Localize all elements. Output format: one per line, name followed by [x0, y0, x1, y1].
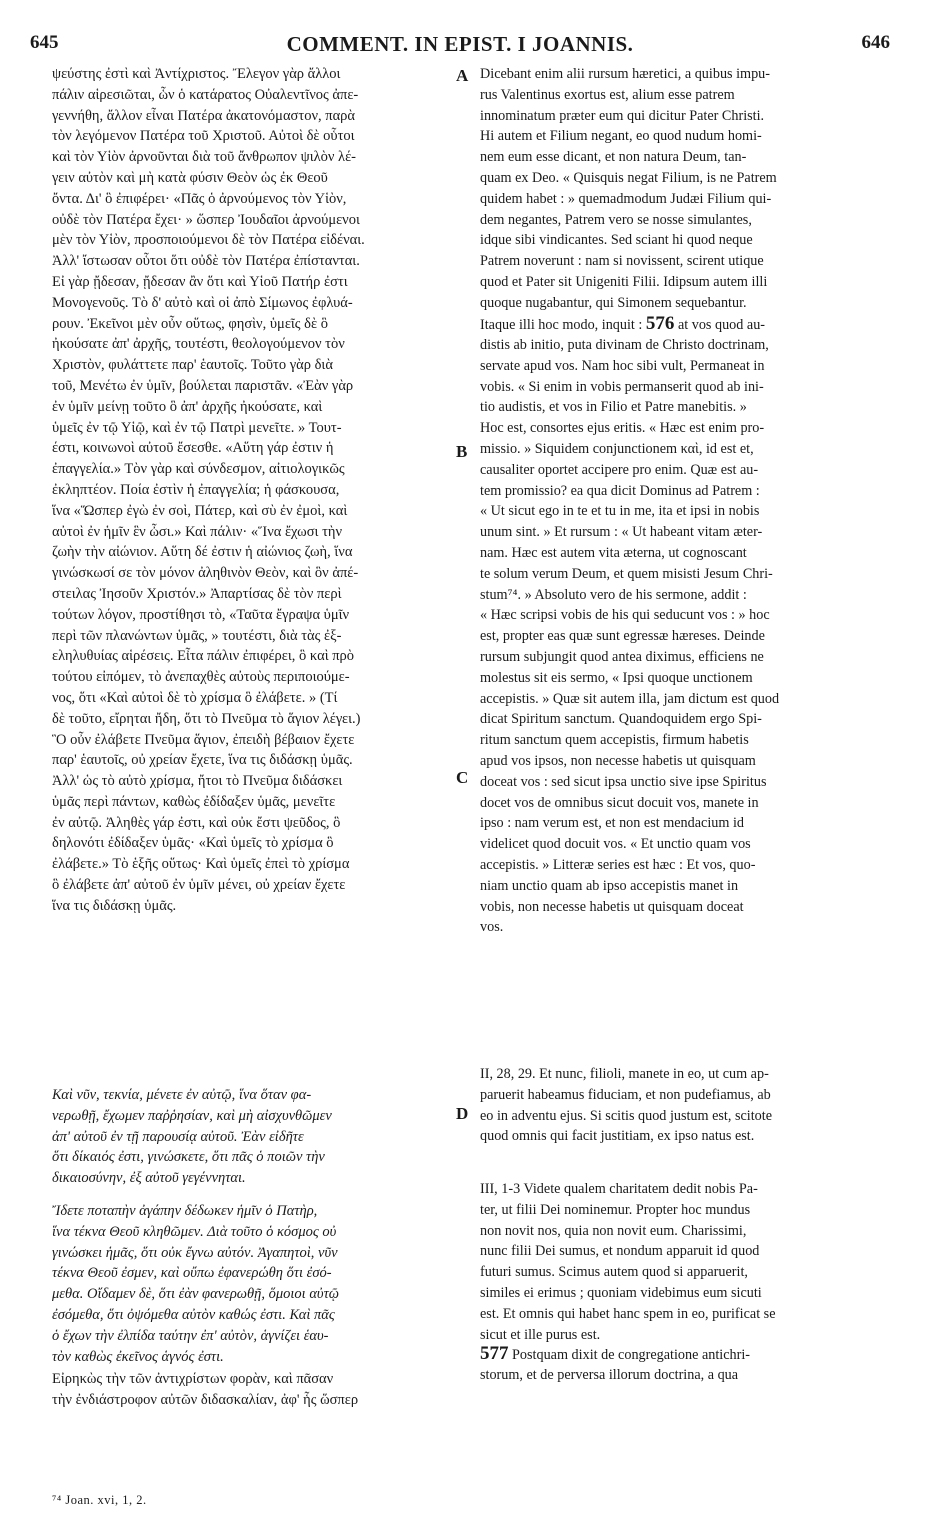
greek-text-line: καὶ τὸν Υἱὸν ἀρνοῦνται διὰ τοῦ ἄνθρωπον ψιλὸν λέ-: [52, 149, 357, 166]
latin-text-line: nam. Hæc est autem vita æterna, ut cognoscant: [480, 544, 747, 561]
greek-scripture-block-2: [52, 1201, 339, 1367]
latin-line-576: [480, 314, 765, 335]
latin-text-line: vobis. « Si enim in vobis permanserit quod ab ini-: [480, 378, 764, 395]
left-page-number: 645: [30, 32, 59, 53]
greek-text-line: στειλας Ἰησοῦν Χριστόν.» Ἀπαρτίσας δὲ τὸν περὶ: [52, 585, 342, 602]
latin-text-line: nunc filii Dei sumus, et nondum apparuit id quod: [480, 1243, 760, 1260]
greek-text-line: περὶ τῶν πλανώντων ὑμᾶς, » τουτέστι, διὰ τὰς ἐξ-: [52, 627, 342, 644]
latin-text-line: te solum verum Deum, et quem misisti Jesum Chri-: [480, 565, 773, 582]
greek-text-line: Καὶ νῦν, τεκνία, μένετε ἐν αὐτῷ, ἵνα ὅταν φα-: [52, 1087, 312, 1103]
latin-text-line: III, 1-3 Videte qualem charitatem dedit nobis Pa-: [480, 1181, 758, 1197]
latin-text-line: quod et Pater sit Unigeniti Filii. Idipsum autem illi: [480, 273, 768, 290]
latin-text-line: similes ei erimus ; quoniam videbimus eum sicuti: [480, 1284, 762, 1301]
greek-text-line: ἐν ὑμῖν μείνῃ τοῦτο ὃ ἀπ' ἀρχῆς ἠκούσατε, καὶ: [52, 398, 323, 415]
latin-commentary-block: [480, 64, 777, 314]
latin-column: [480, 64, 892, 1484]
running-title: COMMENT. IN EPIST. I JOANNIS.: [286, 32, 634, 56]
latin-text-line: non novit nos, quia non novit eum. Charissimi,: [480, 1222, 747, 1239]
column-number-576: 576: [645, 314, 675, 334]
greek-text-line: ἐσόμεθα, ὅτι ὀψόμεθα αὐτὸν καθώς ἐστι. Καὶ πᾶς: [52, 1306, 335, 1323]
latin-text-line: doceat vos : sed sicut ipsa unctio sive ipse Spiritus: [480, 773, 767, 790]
latin-text-line: dem negantes, Patrem vero se nosse simulantes,: [480, 211, 752, 228]
greek-text-line: Μονογενοῦς. Τὸ δ' αὐτὸ καὶ οἱ ἀπὸ Σίμωνος ἐφλυά-: [52, 294, 353, 311]
greek-text-line: παρ' ἑαυτοῖς, οὐ χρείαν ἔχετε, ἵνα τις διδάσκῃ ὑμᾶς.: [52, 752, 353, 769]
greek-text-line: τὸν καθὼς ἐκεῖνος ἁγνός ἐστι.: [52, 1348, 224, 1365]
greek-text-line: τούτου εἰπόμεν, τὸ ἀνεπαχθὲς αὐτοὺς περιποιούμε-: [52, 669, 350, 686]
latin-text-line: storum, et de perversa illorum doctrina, a qua: [480, 1367, 739, 1383]
latin-text-line: quam ex Deo. « Quisquis negat Filium, is ne Patrem: [480, 169, 777, 186]
margin-letter-a: A: [456, 66, 469, 85]
greek-text-line: ἐν αὐτῷ. Ἀληθὲς γάρ ἐστι, καὶ οὐκ ἔστι ψεῦδος, ὃ: [52, 814, 341, 831]
greek-text-line: τὸν λεγόμενον Πατέρα τοῦ Χριστοῦ. Αὐτοὶ δὲ οὗτοι: [52, 128, 355, 145]
greek-text-line: ἵνα τις διδάσκῃ ὑμᾶς.: [52, 897, 177, 914]
latin-text-line: innominatum præter eum qui dicitur Pater Christi.: [480, 107, 765, 124]
latin-text-line: vos.: [480, 919, 504, 936]
greek-text-line: ὅτι δίκαιός ἐστι, γινώσκετε, ὅτι πᾶς ὁ ποιῶν τὴν: [52, 1149, 325, 1166]
latin-text-line: servate apud vos. Nam hoc sibi vult, Permaneat in: [480, 357, 765, 374]
latin-text-line: vobis, non necesse habetis ut quisquam doceat: [480, 898, 744, 915]
greek-text-line: ὑμεῖς ἐν τῷ Υἱῷ, καὶ ἐν τῷ Πατρὶ μενεῖτε. » Τουτ-: [52, 419, 342, 436]
latin-text-line: « Ut sicut ego in te et tu in me, ita et ipsi in nobis: [480, 503, 760, 520]
latin-text-line: apud vos ipsos, non necesse habetis ut quisquam: [480, 752, 756, 769]
greek-text-line: ἐλάβετε.» Τὸ ἑξῆς οὕτως· Καὶ ὑμεῖς ἐπεὶ τὸ χρίσμα: [52, 856, 350, 873]
greek-text-line: αὐτοὶ ἐν ἡμῖν ἓν ὦσι.» Καὶ πάλιν· «Ἵνα ἔχωσι τὴν: [52, 523, 343, 540]
latin-text-line: videlicet quod docuit vos. « Et unctio quam vos: [480, 836, 751, 853]
latin-text-line: « Hæc scripsi vobis de his qui seducunt vos : » hoc: [480, 607, 770, 624]
latin-text-line: tem promissio? ea qua dicit Dominus ad Patrem :: [480, 482, 760, 499]
latin-text-line: ipso : nam verum est, et non est mendacium id: [480, 815, 744, 832]
latin-commentary-block-2: [480, 1365, 738, 1386]
greek-scripture-block-1: [52, 1085, 332, 1189]
greek-text-line: ψεύστης ἐστὶ καὶ Ἀντίχριστος. Ἔλεγον γὰρ ἄλλοι: [52, 66, 341, 82]
latin-text-line: Patrem noverunt : nam si novissent, scirent utique: [480, 253, 764, 270]
latin-text-line: rus Valentinus exortus est, alium esse patrem: [480, 86, 735, 103]
greek-text-line: ἵνα τέκνα Θεοῦ κληθῶμεν. Διὰ τοῦτο ὁ κόσμος οὐ: [52, 1223, 337, 1240]
latin-text-line: tio audistis, et vos in Filio et Patre manebitis. »: [480, 399, 747, 416]
latin-text-line: docet vos de omnibus sicut docuit vos, manete in: [480, 794, 759, 811]
latin-text-line: Dicebant enim alii rursum hæretici, a quibus impu-: [480, 66, 770, 82]
greek-text-line: έστι, κοινωνοὶ αὐτοῦ ἔσεσθε. «Αὕτη γάρ ἐστιν ἡ: [52, 440, 334, 457]
greek-text-line: ὁ ἔχων τὴν ἐλπίδα ταύτην ἐπ' αὐτὸν, ἁγνίζει ἑαυ-: [52, 1327, 329, 1344]
greek-text-line: Ἀλλ' ὡς τὸ αὐτὸ χρίσμα, ἤτοι τὸ Πνεῦμα διδάσκει: [52, 773, 343, 790]
latin-text-line: idque sibi vindicantes. Sed sciant hi quod neque: [480, 232, 753, 249]
latin-text-line: quidem habet : » quemadmodum Judæi Filium qui-: [480, 190, 772, 207]
greek-text-line: δικαιοσύνην, ἐξ αὐτοῦ γεγέννηται.: [52, 1170, 246, 1187]
latin-text-line: Hoc est, consortes ejus eritis. « Hæc est enim pro-: [480, 420, 765, 437]
latin-text-line: eo in adventu ejus. Si scitis quod justum est, scitote: [480, 1107, 773, 1124]
greek-text-line: δὲ τοῦτο, εἴρηται ἤδη, ὅτι τὸ Πνεῦμα τὸ ἅγιον λέγει.): [52, 710, 361, 727]
latin-commentary-block-cont: [480, 335, 779, 938]
latin-text-line: causaliter oportet accipere pro enim. Quæ est au-: [480, 461, 759, 478]
greek-text-line: Ἴδετε ποταπὴν ἀγάπην δέδωκεν ἡμῖν ὁ Πατὴρ,: [52, 1203, 318, 1219]
latin-text-line: Hi autem et Filium negant, eo quod nudum homi-: [480, 128, 762, 145]
greek-text-line: οὐδὲ τὸν Πατέρα ἔχει· » ὥσπερ Ἰουδαῖοι ἀρνούμενοι: [52, 211, 360, 228]
latin-text-line: paruerit habeamus fiduciam, et non pudefiamus, ab: [480, 1086, 771, 1103]
greek-text-line: ρουν. Ἐκεῖνοι μὲν οὖν οὕτως, φησὶν, ὑμεῖς δὲ ὃ: [52, 315, 328, 332]
greek-commentary-block: [52, 64, 365, 917]
latin-text-line: dicat Spiritum sanctum. Quandoquidem ergo Spi-: [480, 711, 762, 728]
latin-text-line: sicut et ille purus est.: [480, 1326, 601, 1343]
greek-text-line: ἀπ' αὐτοῦ ἐν τῇ παρουσίᾳ αὐτοῦ. Ἐὰν εἰδῆτε: [52, 1128, 304, 1145]
latin-text-line: ter, ut filii Dei nominemur. Propter hoc mundus: [480, 1201, 751, 1218]
footnote: ⁷⁴ Joan. xvi, 1, 2.: [52, 1493, 147, 1507]
latin-text-line: est. Et omnis qui habet hanc spem in eo, purificat se: [480, 1305, 776, 1322]
margin-letter-c: C: [456, 768, 469, 787]
latin-text-line: est, propter eas quæ sunt egressæ hæreses. Deinde: [480, 628, 765, 645]
latin-text: at vos quod au-: [674, 317, 766, 333]
greek-commentary-block-2: [52, 1369, 358, 1411]
greek-text-line: ὃ ἐλάβετε ἀπ' αὐτοῦ ἐν ὑμῖν μένει, οὐ χρείαν ἔχετε: [52, 877, 346, 894]
latin-text-line: accepistis. » Quæ sit autem illa, jam dictum est quod: [480, 690, 780, 707]
margin-letter-d: D: [456, 1104, 469, 1123]
greek-text-line: ἠκούσατε ἀπ' ἀρχῆς, τουτέστι, θεολογούμενον τὸν: [52, 336, 345, 353]
greek-text-line: μεθα. Οἴδαμεν δὲ, ὅτι ἐὰν φανερωθῇ, ὅμοιοι αὐτῷ: [52, 1286, 340, 1303]
greek-text-line: γειν αὐτὸν καὶ μὴ κατὰ φύσιν Θεὸν ὡς ἐκ Θεοῦ: [52, 169, 328, 186]
latin-text-line: niam unctio quam ab ipso accepistis manet in: [480, 877, 739, 894]
greek-text-line: τοῦ, Μενέτω ἐν ὑμῖν, βούλεται παριστᾶν. «Ἐὰν γὰρ: [52, 377, 354, 394]
greek-text-line: πάλιν αἱρεσιῶται, ὧν ὁ κατάρατος Οὐαλεντῖνος ἀπε-: [52, 86, 359, 103]
latin-text-line: stum⁷⁴. » Absoluto vero de his sermone, addit :: [480, 586, 747, 603]
latin-text-line: ritum sanctum quem accepistis, firmum habetis: [480, 732, 749, 749]
latin-text-line: nem eum esse dicant, et non natura Deum, tan-: [480, 149, 747, 166]
greek-text-line: Εἰ γὰρ ᾔδεσαν, ᾔδεσαν ἂν ὅτι καὶ Υἱοῦ Πατήρ ἐστι: [52, 273, 348, 290]
greek-text-line: τούτων λόγον, προστίθησι τὸ, «Ταῦτα ἔγραψα ὑμῖν: [52, 606, 350, 623]
greek-text-line: Ὃ οὖν ἐλάβετε Πνεῦμα ἅγιον, ἐπειδὴ βέβαιον ἔχετε: [52, 731, 355, 748]
greek-text-line: ζωὴν τὴν αἰώνιον. Αὕτη δέ ἐστιν ἡ αἰώνιος ζωὴ, ἵνα: [52, 544, 353, 561]
greek-text-line: Ἀλλ' ἴστωσαν οὗτοι ὅτι οὐδὲ τὸν Πατέρα ἐπίστανται.: [52, 253, 360, 270]
latin-text-line: II, 28, 29. Et nunc, filioli, manete in eo, ut cum ap-: [480, 1066, 769, 1082]
latin-text-line: quoque nugabantur, qui Simonem sequebantur.: [480, 294, 747, 311]
greek-text-line: δηλονότι ἐδίδαξεν ὑμᾶς· «Καὶ ὑμεῖς τὸ χρίσμα ὃ: [52, 835, 334, 852]
latin-scripture-block-1: [480, 1064, 772, 1147]
latin-text-line: rursum subjungit quod antea diximus, efficiens ne: [480, 648, 764, 665]
greek-text-line: τὴν ἐνδιάστροφον αὐτῶν διδασκαλίαν, ἀφ' ἧς ὥσπερ: [52, 1391, 359, 1408]
greek-text-line: Εἰρηκὼς τὴν τῶν ἀντιχρίστων φορὰν, καὶ πᾶσαν: [52, 1371, 334, 1387]
greek-column: [52, 64, 452, 1484]
latin-text-line: quod omnis qui facit justitiam, ex ipso natus est.: [480, 1128, 755, 1145]
latin-text: Itaque illi hoc modo, inquit :: [480, 317, 646, 333]
latin-text-line: molestus sit eis sermo, « Ipsi quoque unctionem: [480, 669, 753, 686]
latin-text: Postquam dixit de congregatione antichri-: [508, 1347, 751, 1363]
page-header: [30, 32, 890, 62]
greek-text-line: ὄντα. Δι' ὃ ἐπιφέρει· «Πᾶς ὁ ἀρνούμενος τὸν Υἱὸν,: [52, 190, 347, 207]
greek-text-line: γινώσκει ἡμᾶς, ὅτι οὐκ ἔγνω αὐτόν. Ἀγαπητοὶ, νῦν: [52, 1244, 338, 1261]
latin-scripture-block-2: [480, 1179, 776, 1345]
greek-text-line: ἐπαγγελία.» Τὸν γὰρ καὶ σύνδεσμον, αἰτιολογικῶς: [52, 461, 345, 478]
right-page-number: 646: [861, 32, 890, 53]
column-number-577: 577: [480, 1344, 509, 1364]
greek-text-line: μὲν τὸν Υἱὸν, προσποιούμενοι δὲ τὸν Πατέρα εἰδέναι.: [52, 232, 365, 249]
greek-text-line: νερωθῇ, ἔχωμεν παῤῥησίαν, καὶ μὴ αἰσχυνθῶμεν: [52, 1107, 332, 1124]
greek-text-line: εληλυθυίας αἱρέσεις. Εἶτα πάλιν ἐπιφέρει, ὃ καὶ πρὸ: [52, 648, 355, 665]
latin-text-line: missio. » Siquidem conjunctionem καὶ, id est et,: [480, 440, 754, 457]
greek-text-line: τέκνα Θεοῦ ἐσμεν, καὶ οὔπω ἐφανερώθη ὅτι ἐσό-: [52, 1265, 332, 1282]
latin-text-line: unum sint. » Et rursum : « Ut habeant vitam æter-: [480, 524, 763, 541]
latin-text-line: futuri sumus. Scimus autem quod si apparuerit,: [480, 1264, 748, 1281]
greek-text-line: ὑμᾶς περὶ πάντων, καθὼς ἐδίδαξεν ὑμᾶς, μενεῖτε: [52, 793, 336, 810]
greek-text-line: Χριστὸν, φυλάττετε παρ' ἑαυτοῖς. Τοῦτο γὰρ διὰ: [52, 357, 333, 374]
latin-line-577: [480, 1344, 750, 1365]
greek-text-line: γεννήθη, ἄλλον εἶναι Πατέρα ἀκατονόμαστον, παρὰ: [52, 107, 355, 124]
latin-text-line: distis ab initio, puta divinam de Christo doctrinam,: [480, 337, 769, 353]
greek-text-line: γινώσκωσί σε τὸν μόνον ἀληθινὸν Θεὸν, καὶ ὃν ἀπέ-: [52, 565, 359, 582]
margin-letter-b: B: [456, 442, 468, 461]
greek-text-line: ἵνα «Ὥσπερ ἐγὼ ἐν σοὶ, Πάτερ, καὶ σὺ ἐν ἐμοὶ, καὶ: [52, 502, 348, 519]
latin-text-line: accepistis. » Litteræ series est hæc : Et vos, quo-: [480, 856, 756, 873]
greek-text-line: νος, ὅτι «Καὶ αὐτοὶ δὲ τὸ χρίσμα ὃ ἐλάβετε. » (Τί: [52, 689, 338, 706]
greek-text-line: ἐκληπτέον. Ποία ἐστὶν ἡ ἐπαγγελία; ἡ φάσκουσα,: [52, 481, 340, 498]
